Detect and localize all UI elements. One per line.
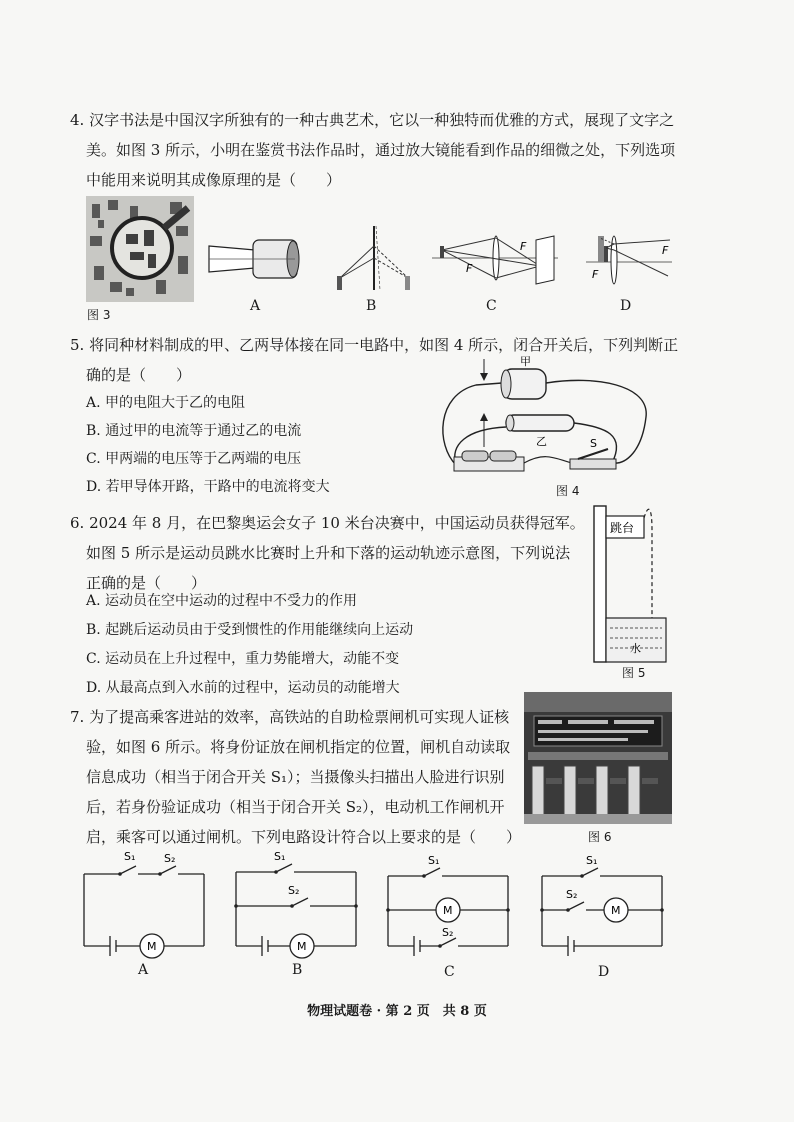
option-6c: C. 运动员在上升过程中，重力势能增大，动能不变 <box>86 651 400 667</box>
circuit-b-s1: S₁ <box>274 850 286 863</box>
question-5-line-2: 确的是（ ） <box>86 366 192 384</box>
question-6-line-1: 6. 2024 年 8 月，在巴黎奥运会女子 10 米台决赛中，中国运动员获得冠军。 <box>70 514 585 532</box>
option-5b: B. 通过甲的电流等于通过乙的电流 <box>86 423 302 439</box>
option-4c-focal-left: F <box>466 262 473 275</box>
option-4c-label: C <box>486 298 497 314</box>
circuit-a-motor: M <box>147 940 157 953</box>
option-4b-label: B <box>366 298 377 314</box>
circuit-option-a <box>80 848 210 962</box>
question-6-line-3: 正确的是（ ） <box>86 574 207 592</box>
question-7-line-1: 7. 为了提高乘客进站的效率，高铁站的自助检票闸机可实现人证核 <box>70 708 510 726</box>
label-jia: 甲 <box>520 355 531 368</box>
circuit-d-s2: S₂ <box>566 888 578 901</box>
circuit-c-s1: S₁ <box>428 854 440 867</box>
platform-label: 跳台 <box>610 521 635 535</box>
option-4d-focal-left: F <box>592 268 599 281</box>
circuit-d-motor: M <box>611 904 621 917</box>
figure-4-circuit <box>436 355 656 477</box>
option-5a: A. 甲的电阻大于乙的电阻 <box>86 395 246 411</box>
question-5-line-1: 5. 将同种材料制成的甲、乙两导体接在同一电路中，如图 4 所示，闭合开关后，下列判断正 <box>70 336 679 354</box>
circuit-c-motor: M <box>443 904 453 917</box>
circuit-b-motor: M <box>297 940 307 953</box>
circuit-option-a-label: A <box>138 962 149 978</box>
figure-5-diving <box>586 500 670 666</box>
figure-3-photo <box>86 196 194 302</box>
circuit-option-c <box>384 852 514 962</box>
figure-4-caption: 图 4 <box>556 484 580 498</box>
figure-6-photo <box>524 692 672 824</box>
option-5d: D. 若甲导体开路，干路中的电流将变大 <box>86 479 330 495</box>
question-4 <box>70 105 675 195</box>
circuit-a-s1: S₁ <box>124 850 136 863</box>
option-6b: B. 起跳后运动员由于受到惯性的作用能继续向上运动 <box>86 622 414 638</box>
option-4c-focal-right: F <box>520 240 527 253</box>
page-footer: 物理试题卷 · 第 2 页 共 8 页 <box>307 1004 487 1019</box>
question-7-line-4: 后，若身份验证成功（相当于闭合开关 S₂），电动机工作闸机开 <box>86 798 505 816</box>
circuit-option-c-label: C <box>444 964 455 980</box>
water-label: 水 <box>630 642 641 655</box>
question-7-line-2: 验，如图 6 所示。将身份证放在闸机指定的位置，闸机自动读取 <box>86 738 511 756</box>
option-5c: C. 甲两端的电压等于乙两端的电压 <box>86 451 302 467</box>
option-4a-label: A <box>250 298 261 314</box>
circuit-option-b <box>232 848 362 962</box>
option-4a-diagram <box>205 228 305 288</box>
circuit-c-s2: S₂ <box>442 926 454 939</box>
option-4c-diagram <box>430 228 560 288</box>
label-switch-s: S <box>590 437 597 450</box>
question-7 <box>70 702 521 852</box>
option-6d: D. 从最高点到入水前的过程中，运动员的动能增大 <box>86 680 400 696</box>
question-6 <box>70 508 585 598</box>
circuit-option-b-label: B <box>292 962 303 978</box>
question-4-line-2: 美。如图 3 所示，小明在鉴赏书法作品时，通过放大镜能看到作品的细微之处，下列选项 <box>86 141 676 159</box>
question-6-line-2: 如图 5 所示是运动员跳水比赛时上升和下落的运动轨迹示意图，下列说法 <box>86 544 571 562</box>
figure-6-caption: 图 6 <box>588 830 612 844</box>
option-4d-focal-right: F <box>662 244 669 257</box>
circuit-b-s2: S₂ <box>288 884 300 897</box>
calligraphy-magnifier-photo <box>86 196 194 302</box>
option-4b-diagram <box>334 222 414 294</box>
option-4d-label: D <box>620 298 632 314</box>
circuit-option-d <box>538 852 668 962</box>
label-yi: 乙 <box>536 435 547 448</box>
ticket-gate-photo <box>524 692 672 824</box>
circuit-option-d-label: D <box>598 964 610 980</box>
option-4d-diagram <box>584 226 674 290</box>
option-6a: A. 运动员在空中运动的过程中不受力的作用 <box>86 593 358 609</box>
question-4-line-1: 4. 汉字书法是中国汉字所独有的一种古典艺术，它以一种独特而优雅的方式，展现了文字之 <box>70 111 675 129</box>
circuit-d-s1: S₁ <box>586 854 598 867</box>
circuit-a-s2: S₂ <box>164 852 176 865</box>
question-7-line-3: 信息成功（相当于闭合开关 S₁）；当摄像头扫描出人脸进行识别 <box>86 768 505 786</box>
figure-3-caption: 图 3 <box>87 308 111 322</box>
question-7-line-5: 启，乘客可以通过闸机。下列电路设计符合以上要求的是（ ） <box>86 828 522 846</box>
question-4-line-3: 中能用来说明其成像原理的是（ ） <box>86 171 342 189</box>
figure-5-caption: 图 5 <box>622 666 646 680</box>
